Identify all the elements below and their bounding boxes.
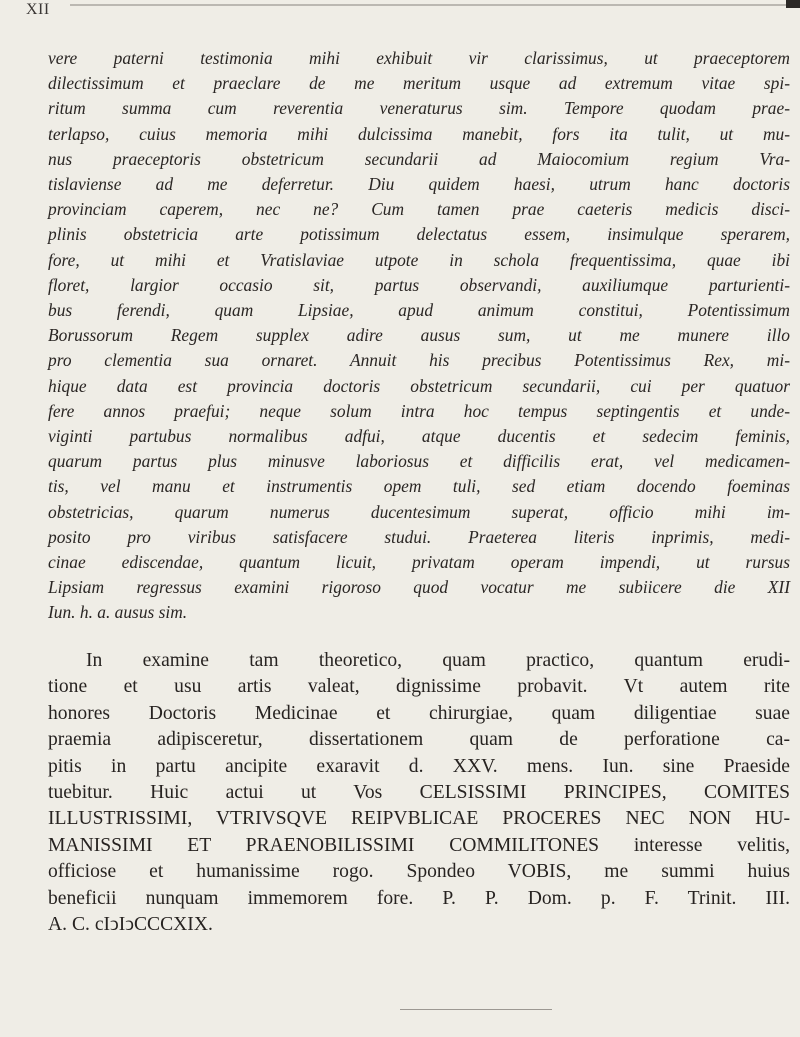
text-line: tuebitur. Huic actui ut Vos CELSISSIMI PRINCIPES, COMITES	[48, 782, 790, 804]
text-line: terlapso, cuius memoria mihi dulcissima manebit, fors ita tulit, ut mu-	[48, 123, 790, 144]
text-line: A. C. cIↄIↄCCCXIX.	[48, 914, 213, 936]
text-line: tis, vel manu et instrumentis opem tuli, sed etiam docendo foeminas	[48, 476, 790, 497]
text-line: Borussorum Regem supplex adire ausus sum, ut me munere illo	[48, 325, 790, 346]
text-line: officiose et humanissime rogo. Spondeo VOBIS, me summi huius	[48, 861, 790, 883]
footer-rule	[400, 1009, 552, 1010]
text-line: plinis obstetricia arte potissimum delectatus essem, insimulque sperarem,	[48, 224, 790, 245]
text-line: MANISSIMI ET PRAENOBILISSIMI COMMILITONES interesse velitis,	[48, 834, 790, 856]
text-line: hique data est provincia doctoris obstetricum secundarii, cui per quatuor	[48, 375, 790, 396]
text-line: In examine tam theoretico, quam practico, quantum erudi-	[86, 650, 790, 671]
roman-paragraph	[48, 648, 790, 938]
text-line: nus praeceptoris obstetricum secundarii ad Maiocomium regium Vra-	[48, 148, 790, 169]
text-line: ILLUSTRISSIMI, VTRIVSQVE REIPVBLICAE PROCERES NEC NON HU-	[48, 808, 790, 830]
text-line: viginti partubus normalibus adfui, atque ducentis et sedecim feminis,	[48, 426, 790, 447]
text-line: tione et usu artis valeat, dignissime probavit. Vt autem rite	[48, 676, 790, 698]
text-line: beneficii nunquam immemorem fore. P. P. Dom. p. F. Trinit. III.	[48, 887, 790, 909]
text-line: floret, largior occasio sit, partus observandi, auxiliumque parturienti-	[48, 274, 790, 295]
text-line: pro clementia sua ornaret. Annuit his precibus Potentissimus Rex, mi-	[48, 350, 790, 371]
corner-mark	[786, 0, 800, 8]
text-line: fere annos praefui; neque solum intra hoc tempus septingentis et unde-	[48, 400, 790, 421]
italic-paragraph	[48, 46, 790, 626]
text-line: obstetricias, quarum numerus ducentesimum superat, officio mihi im-	[48, 501, 790, 522]
text-line: ritum summa cum reverentia veneraturus sim. Tempore quodam prae-	[48, 98, 790, 119]
text-line: quarum partus plus minusve laboriosus et difficilis erat, vel medicamen-	[48, 451, 790, 472]
text-line: Lipsiam regressus examini rigoroso quod vocatur me subiicere die XII	[48, 577, 790, 598]
text-line: cinae ediscendae, quantum licuit, privatam operam impendi, ut rursus	[48, 552, 790, 573]
header-rule	[70, 4, 798, 6]
text-line: fore, ut mihi et Vratislaviae utpote in schola frequentissima, quae ibi	[48, 249, 790, 270]
text-line: dilectissimum et praeclare de me meritum usque ad extremum vitae spi-	[48, 73, 790, 94]
text-line: honores Doctoris Medicinae et chirurgiae, quam diligentiae suae	[48, 702, 790, 724]
text-line: tislaviense ad me deferretur. Diu quidem haesi, utrum hanc doctoris	[48, 174, 790, 195]
text-line: praemia adipisceretur, dissertationem quam de perforatione ca-	[48, 729, 790, 751]
text-line: vere paterni testimonia mihi exhibuit vir clarissimus, ut praeceptorem	[48, 48, 790, 68]
page-number: XII	[26, 1, 50, 18]
text-line: provinciam caperem, nec ne? Cum tamen prae caeteris medicis disci-	[48, 199, 790, 220]
text-line: bus ferendi, quam Lipsiae, apud animum constitui, Potentissimum	[48, 300, 790, 321]
text-line: posito pro viribus satisfacere studui. Praeterea literis inprimis, medi-	[48, 526, 790, 547]
text-line: pitis in partu ancipite exaravit d. XXV. mens. Iun. sine Praeside	[48, 755, 790, 777]
text-line: Iun. h. a. ausus sim.	[48, 602, 188, 623]
